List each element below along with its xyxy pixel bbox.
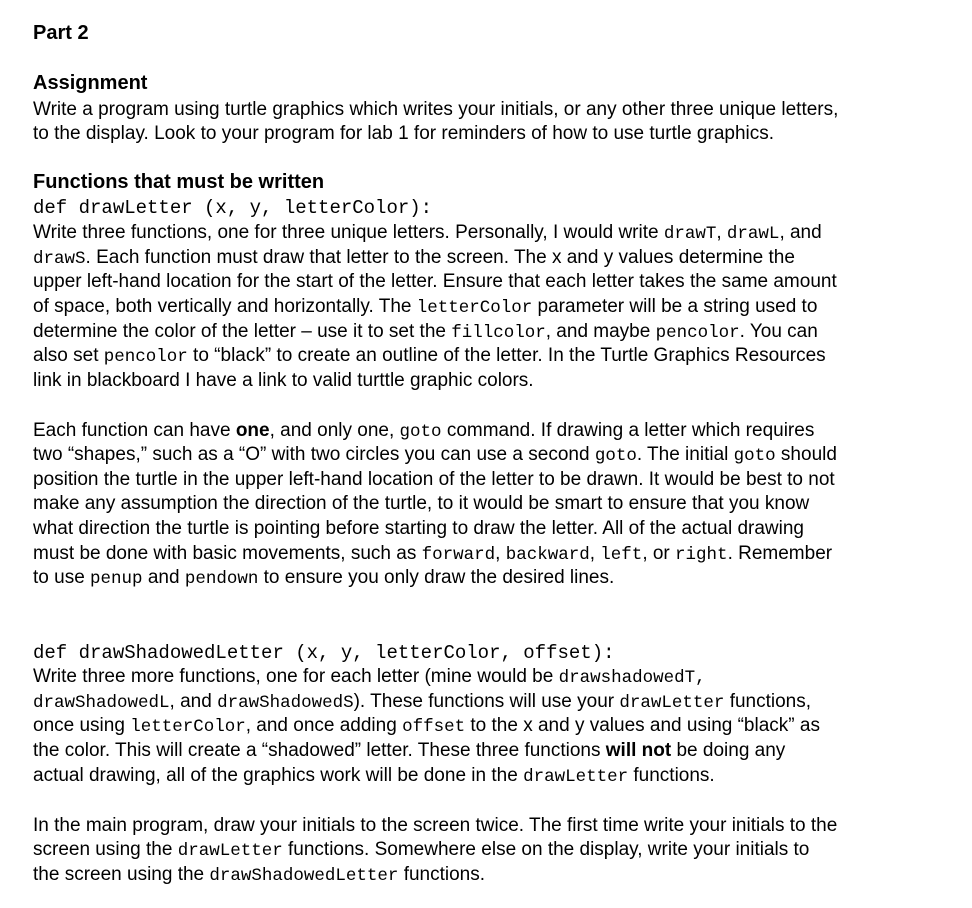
paragraph-line: position the turtle in the upper left-hand location of the letter to be drawn. It would be best to not bbox=[33, 469, 835, 490]
paragraph-line: drawS. Each function must draw that letter to the screen. The x and y values determine the bbox=[33, 247, 795, 269]
paragraph-line: to use penup and pendown to ensure you only draw the desired lines. bbox=[33, 567, 615, 589]
paragraph-line: actual drawing, all of the graphics work will be done in the drawLetter functions. bbox=[33, 765, 715, 787]
paragraph-line: what direction the turtle is pointing before starting to draw the letter. All of the actual drawing bbox=[33, 518, 804, 539]
draw-shadowed-letter-signature: def drawShadowedLetter (x, y, letterColor, offset): bbox=[33, 642, 615, 664]
paragraph-line: drawShadowedL, and drawShadowedS). These functions will use your drawLetter functions, bbox=[33, 691, 812, 713]
functions-heading: Functions that must be written bbox=[33, 171, 325, 193]
assignment-line: to the display. Look to your program for lab 1 for reminders of how to use turtle graphics. bbox=[33, 123, 775, 144]
paragraph-line: make any assumption the direction of the turtle, to it would be smart to ensure that you know bbox=[33, 493, 810, 514]
paragraph-line: Write three more functions, one for each letter (mine would be drawshadowedT, bbox=[33, 666, 706, 688]
paragraph-line: also set pencolor to “black” to create an outline of the letter. In the Turtle Graphics Resources bbox=[33, 345, 826, 367]
paragraph-line: Each function can have one, and only one, goto command. If drawing a letter which requires bbox=[33, 420, 815, 442]
paragraph-line: of space, both vertically and horizontally. The letterColor parameter will be a string used to bbox=[33, 296, 818, 318]
paragraph-line: screen using the drawLetter functions. Somewhere else on the display, write your initials to bbox=[33, 839, 810, 861]
part-heading: Part 2 bbox=[33, 22, 89, 44]
paragraph-line: In the main program, draw your initials to the screen twice. The first time write your initials to the bbox=[33, 815, 838, 836]
assignment-heading: Assignment bbox=[33, 72, 148, 94]
paragraph-line: two “shapes,” such as a “O” with two circles you can use a second goto. The initial goto should bbox=[33, 444, 837, 466]
draw-letter-signature: def drawLetter (x, y, letterColor): bbox=[33, 197, 433, 219]
paragraph-line: determine the color of the letter – use it to set the fillcolor, and maybe pencolor. You can bbox=[33, 321, 818, 343]
paragraph-line: Write three functions, one for three unique letters. Personally, I would write drawT, drawL, and bbox=[33, 222, 822, 244]
assignment-line: Write a program using turtle graphics which writes your initials, or any other three unique letters, bbox=[33, 99, 839, 120]
paragraph-line: must be done with basic movements, such as forward, backward, left, or right. Remember bbox=[33, 543, 833, 565]
paragraph-line: the color. This will create a “shadowed” letter. These three functions will not be doing any bbox=[33, 740, 786, 761]
paragraph-line: upper left-hand location for the start of the letter. Ensure that each letter takes the same amount bbox=[33, 271, 837, 292]
paragraph-line: link in blackboard I have a link to valid turttle graphic colors. bbox=[33, 370, 534, 391]
paragraph-line: once using letterColor, and once adding offset to the x and y values and using “black” as bbox=[33, 715, 820, 737]
paragraph-line: the screen using the drawShadowedLetter functions. bbox=[33, 864, 486, 886]
